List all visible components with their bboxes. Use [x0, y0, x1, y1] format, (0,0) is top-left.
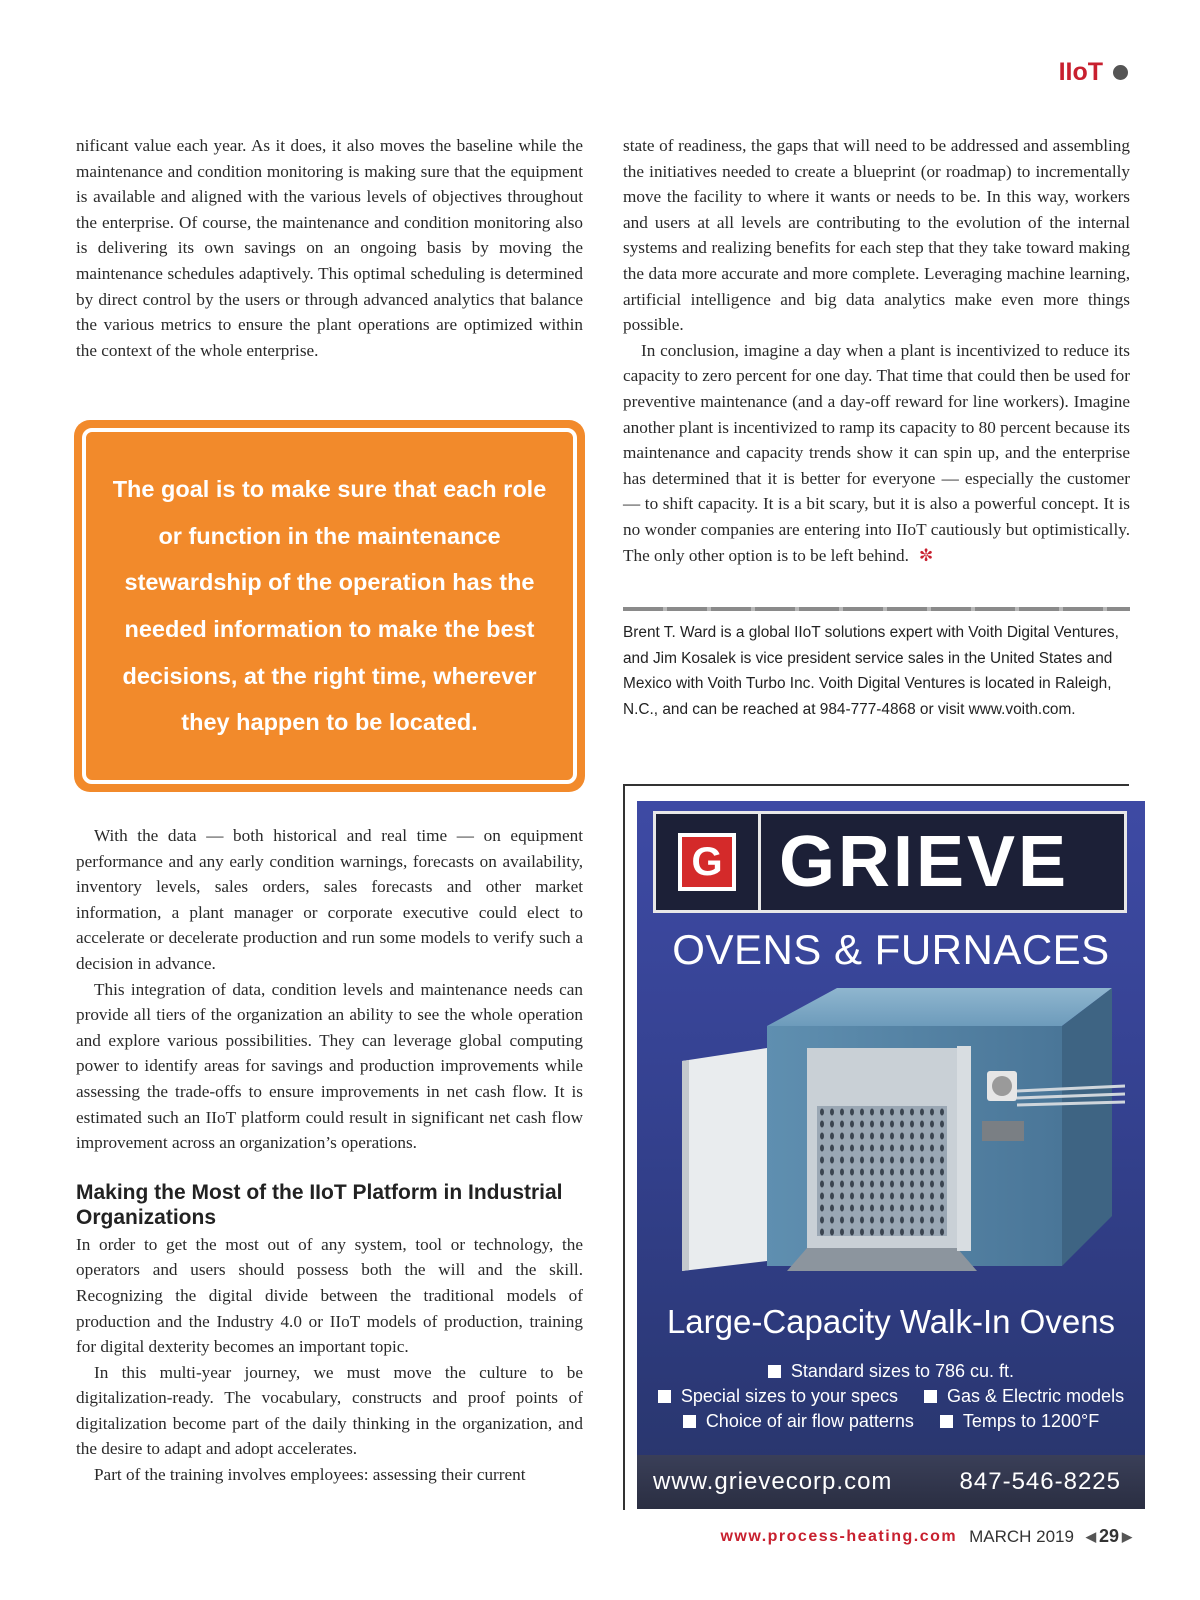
ad-phone: 847-546-8225 [959, 1468, 1121, 1495]
author-bio [623, 620, 1130, 722]
ad-logo-letter: G [691, 839, 723, 884]
page-footer [720, 1526, 1132, 1547]
end-of-article-icon: ✼ [918, 545, 934, 566]
footer-website-link[interactable]: www.process-heating.com [720, 1527, 958, 1545]
pull-quote [74, 420, 585, 792]
ad-logo-bar [653, 811, 1127, 913]
triangle-right-icon: ▶ [1122, 1528, 1132, 1544]
triangle-left-icon: ◀ [1085, 1528, 1096, 1544]
ad-frame-left [623, 784, 625, 1510]
paragraph: state of readiness, the gaps that will need to be addressed and assembling the initiatives needed to create a blueprint (or roadmap) to incrementally move the facility to where it wants or needs to be. In this way, workers and users at all levels are contributing to the evolution of the internal systems and realizing benefits for each step that they take toward making the data more accurate and more complete. Leveraging machine learning, artificial intelligence and big data analytics make even more things possible. [623, 136, 1130, 335]
ad-contact-bar [637, 1455, 1145, 1509]
bio-divider [623, 607, 1130, 611]
paragraph: Part of the training involves employees: assessing their current [94, 1465, 526, 1485]
right-column [623, 133, 1130, 569]
ad-feature-list [637, 1359, 1145, 1434]
paragraph [623, 338, 1130, 569]
left-column-bottom [76, 823, 583, 1488]
advertisement [637, 801, 1145, 1509]
ad-frame-top [623, 784, 1129, 786]
section-subhead: Making the Most of the IIoT Platform in Industrial Organizations [76, 1180, 563, 1229]
ad-feature: Special sizes to your specs [658, 1384, 898, 1409]
ad-brand-name: GRIEVE [779, 822, 1070, 902]
ad-feature: Temps to 1200°F [940, 1409, 1099, 1434]
paragraph: In order to get the most out of any system, tool or technology, the operators and users should possess both the will and the skill. Recognizing the digital divide between the traditional models of production and the Industry 4.0 or IIoT models of production, training for digital dexterity becomes an important topic. [76, 1234, 583, 1357]
section-tag [1059, 58, 1128, 87]
left-column-top [76, 133, 583, 363]
page-number [1086, 1526, 1132, 1547]
paragraph: In this multi-year journey, we must move the culture to be digitalization-ready. The vocabulary, constructs and proof points of digitalization become part of the daily thinking in the organization, and the desire to adapt and adopt accelerates. [76, 1362, 583, 1459]
section-label: IIoT [1058, 58, 1103, 86]
grieve-logo-icon [678, 833, 736, 891]
paragraph: nificant value each year. As it does, it also moves the baseline while the maintenance and condition monitoring is making sure that the equipment is available and aligned with the various levels of objectives throughout the enterprise. Of course, the maintenance and condition monitoring also is delivering its own savings on an ongoing basis by moving the maintenance schedules adaptively. This optimal scheduling is determined by direct control by the users or through advanced analytics that balance the various metrics to ensure the plant operations are optimized within the context of the whole enterprise. [76, 136, 583, 360]
ad-headline: OVENS & FURNACES [672, 926, 1110, 973]
section-dot-icon [1113, 65, 1128, 80]
ad-logo-separator [758, 814, 761, 910]
oven-illustration-icon [657, 986, 1125, 1286]
paragraph: This integration of data, condition levels and maintenance needs can provide all tiers of the organization an ability to see the whole operation and explore various possibilities. They can leverage global computing power to identify areas for savings and production improvements while assessing the trade-offs to ensure improvements in net cash flow. It is estimated such an IIoT platform could result in significant net cash flow improvement across an organization’s operations. [76, 979, 583, 1153]
author-bio-text: Brent T. Ward is a global IIoT solutions expert with Voith Digital Ventures, and Jim Kosalek is vice president service sales in the United States and Mexico with Voith Turbo Inc. Voith Digital Ventures is located in Raleigh, N.C., and can be reached at 984-777-4868 or visit www.voith.com. [623, 624, 1119, 718]
ad-feature: Standard sizes to 786 cu. ft. [768, 1359, 1014, 1384]
pull-quote-text: The goal is to make sure that each role or function in the maintenance stewardship of the operation has the needed information to make the best decisions, at the right time, wherever they happen to be located. [112, 476, 547, 736]
pull-quote-frame [82, 428, 577, 784]
footer-issue-date: MARCH 2019 [969, 1526, 1074, 1546]
paragraph: With the data — both historical and real time — on equipment performance and any early condition warnings, forecasts on availability, inventory levels, sales orders, sales forecasts and other market information, a plant manager or corporate executive could elect to accelerate or decelerate production and run some models to verify such a decision in advance. [76, 826, 583, 973]
ad-feature: Gas & Electric models [924, 1384, 1124, 1409]
paragraph-text: In conclusion, imagine a day when a plant is incentivized to reduce its capacity to zero percent for one day. That time that could then be used for preventive maintenance (and a day-off reward for line workers). Imagine another plant is incentivized to ramp its capacity to 80 percent because its maintenance and capacity trends show it can spin up, and the enterprise has determined that it is better for everyone — especially the customer — to shift capacity. It is a bit scary, but it is also a powerful concept. It is no wonder companies are entering into IIoT cautiously but optimistically. The only other option is to be left behind. [623, 340, 1130, 565]
ad-website[interactable]: www.grievecorp.com [653, 1468, 893, 1495]
ad-feature: Choice of air flow patterns [683, 1409, 914, 1434]
ad-subheadline: Large-Capacity Walk-In Ovens [666, 1303, 1116, 1340]
page-number-value: 29 [1098, 1526, 1119, 1546]
